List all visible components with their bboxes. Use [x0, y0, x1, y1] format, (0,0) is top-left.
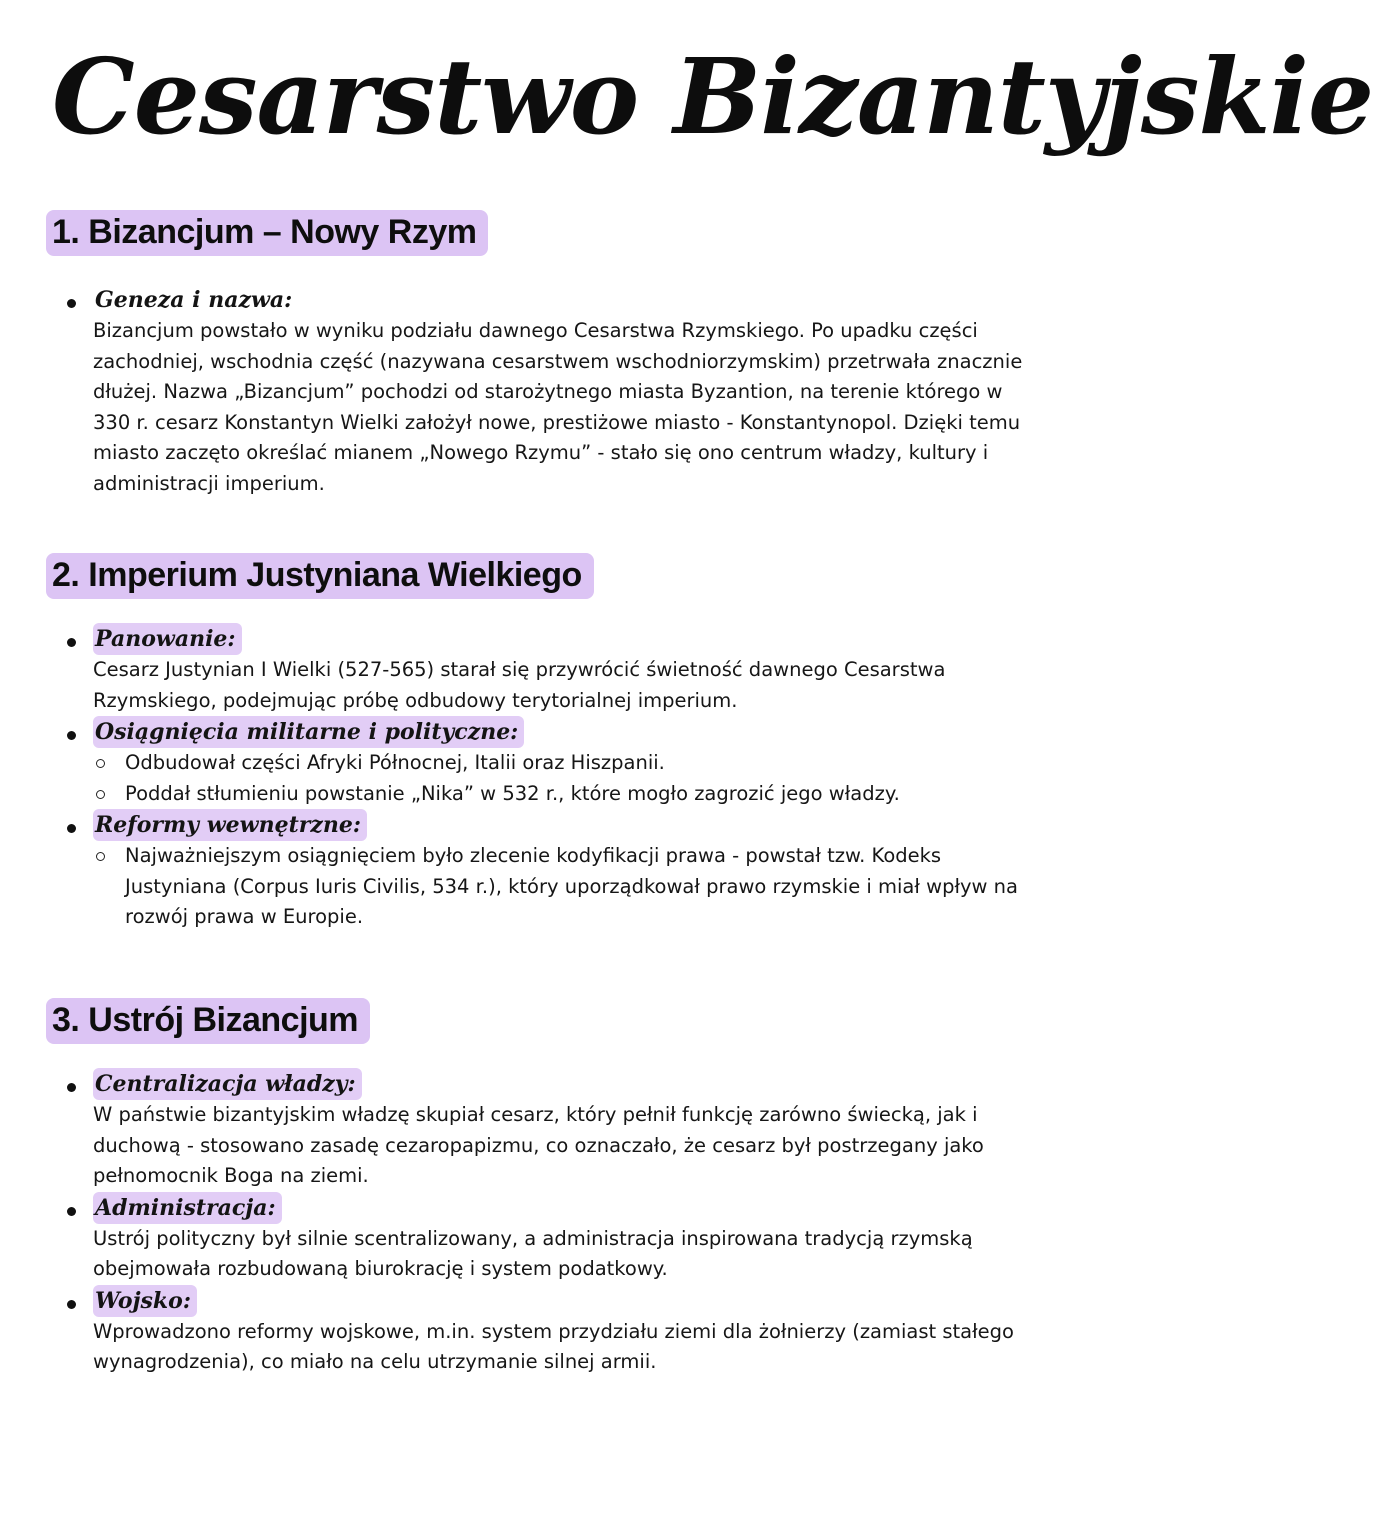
bullet-list — [46, 1068, 1036, 1378]
item-text: Wprowadzono reformy wojskowe, m.in. system przydziału ziemi dla żołnierzy (zamiast stałego wynagrodzenia), co miało na celu utrzymanie silnej armii. — [93, 1319, 1014, 1373]
section-heading: 3. Ustrój Bizancjum — [46, 998, 370, 1044]
section-heading: 2. Imperium Justyniana Wielkiego — [46, 553, 594, 599]
bullet-list — [46, 284, 1036, 499]
sub-list-item — [93, 841, 1036, 933]
sub-item-text: Najważniejszym osiągnięciem było zlecenie kodyfikacji prawa - powstał tzw. Kodeks Justyniana (Corpus Iuris Civilis, 534 r.), który uporządkował prawo rzymskie i miał wpływ na rozwój prawa w Europie. — [125, 844, 1018, 928]
bullet-list — [46, 623, 1036, 933]
item-label: Osiągnięcia militarne i polityczne: — [93, 716, 524, 748]
sub-list — [93, 841, 1036, 933]
sub-list-item — [93, 779, 1036, 810]
list-item — [46, 284, 1036, 499]
item-text: Ustrój polityczny był silnie scentralizowany, a administracja inspirowana tradycją rzymską obejmowała rozbudowaną biurokrację i system podatkowy. — [93, 1226, 973, 1280]
item-label: Administracja: — [93, 1192, 282, 1224]
list-item — [46, 716, 1036, 809]
item-label: Panowanie: — [93, 623, 242, 655]
item-label: Geneza i nazwa: — [95, 287, 293, 313]
section-byzantium-new-rome — [46, 210, 1036, 499]
sub-list — [93, 748, 1036, 809]
section-byzantine-system — [46, 998, 1036, 1378]
list-item — [46, 1285, 1036, 1378]
section-justinian-empire — [46, 553, 1036, 933]
item-text: Bizancjum powstało w wyniku podziału dawnego Cesarstwa Rzymskiego. Po upadku części zachodniej, wschodnia część (nazywana cesarstwem wschodniorzymskim) przetrwała znacznie dłużej. Nazwa „Bizancjum” pochodzi od starożytnego miasta Byzantion, na terenie którego w 330 r. cesarz Konstantyn Wielki założył nowe, prestiżowe miasto - Konstantynopol. Dzięki temu miasto zaczęto określać mianem „Nowego Rzymu” - stało się ono centrum władzy, kultury i administracji imperium. — [93, 319, 1023, 495]
sub-item-text: Poddał stłumieniu powstanie „Nika” w 532 r., które mogło zagrozić jego władzy. — [125, 781, 900, 805]
section-heading: 1. Bizancjum – Nowy Rzym — [46, 210, 488, 256]
item-label: Wojsko: — [93, 1285, 197, 1317]
item-text: Cesarz Justynian I Wielki (527-565) starał się przywrócić świetność dawnego Cesarstwa Rzymskiego, podejmując próbę odbudowy terytorialnej imperium. — [93, 658, 946, 712]
list-item — [46, 809, 1036, 933]
list-item — [46, 623, 1036, 716]
item-text: W państwie bizantyjskim władzę skupiał cesarz, który pełnił funkcję zarówno świecką, jak i duchową - stosowano zasadę cezaropapizmu, co oznaczało, że cesarz był postrzegany jako pełnomocnik Boga na ziemi. — [93, 1103, 984, 1187]
page-title: Cesarstwo Bizantyjskie — [52, 35, 1373, 158]
item-label: Centralizacja władzy: — [93, 1068, 362, 1100]
list-item — [46, 1068, 1036, 1192]
sub-list-item — [93, 748, 1036, 779]
list-item — [46, 1192, 1036, 1285]
item-label: Reformy wewnętrzne: — [93, 809, 367, 841]
sub-item-text: Odbudował części Afryki Północnej, Italii oraz Hiszpanii. — [125, 751, 665, 774]
